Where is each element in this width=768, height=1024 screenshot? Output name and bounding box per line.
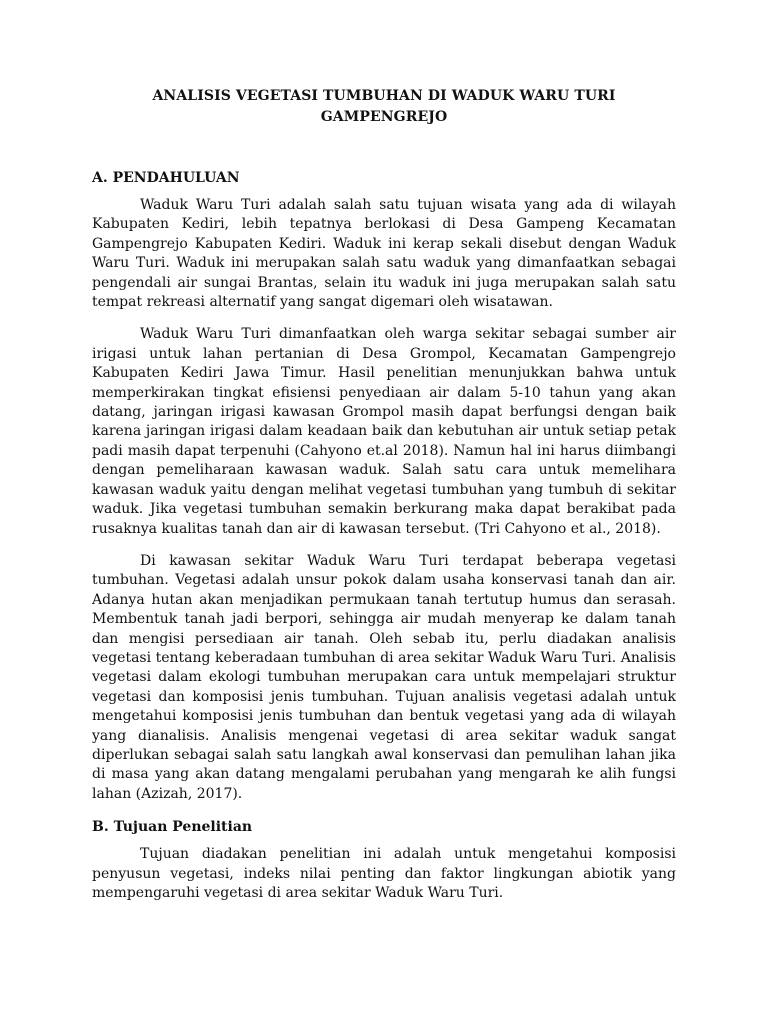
title-line-1: ANALISIS VEGETASI TUMBUHAN DI WADUK WARU TURI xyxy=(152,88,616,104)
section-a-paragraph-3: Di kawasan sekitar Waduk Waru Turi terdapat beberapa vegetasi tumbuhan. Vegetasi adalah unsur pokok dalam usaha konservasi tanah dan air. Adanya hutan akan menjadikan permukaan tanah tertutup humus dan serasah. Membentuk tanah jadi berpori, sehingga air mudah menyerap ke dalam tanah dan mengisi persediaan air tanah. Oleh sebab itu, perlu diadakan analisis vegetasi tentang keberadaan tumbuhan di area sekitar Waduk Waru Turi. Analisis vegetasi dalam ekologi tumbuhan merupakan cara untuk mempelajari struktur vegetasi dan komposisi jenis tumbuhan. Tujuan analisis vegetasi adalah untuk mengetahui komposisi jenis tumbuhan dan bentuk vegetasi yang ada di wilayah yang dianalisis. Analisis mengenai vegetasi di area sekitar waduk sangat diperlukan sebagai salah satu langkah awal konservasi dan pemulihan lahan jika di masa yang akan datang mengalami perubahan yang mengarah ke alih fungsi lahan (Azizah, 2017). xyxy=(92,552,676,802)
section-a-paragraph-1: Waduk Waru Turi adalah salah satu tujuan wisata yang ada di wilayah Kabupaten Kediri, lebih tepatnya berlokasi di Desa Gampeng Kecamatan Gampengrejo Kabupaten Kediri. Waduk ini kerap sekali disebut dengan Waduk Waru Turi. Waduk ini merupakan salah satu waduk yang dimanfaatkan sebagai pengendali air sungai Brantas, selain itu waduk ini juga merupakan salah satu tempat rekreasi alternatif yang sangat digemari oleh wisatawan. xyxy=(92,197,676,311)
title-line-2: GAMPENGREJO xyxy=(320,109,448,125)
section-a-heading: A. PENDAHULUAN xyxy=(92,170,240,186)
section-b-heading: B. Tujuan Penelitian xyxy=(92,819,253,836)
document-title xyxy=(92,86,676,128)
section-b-paragraph-1: Tujuan diadakan penelitian ini adalah untuk mengetahui komposisi penyusun vegetasi, indeks nilai penting dan faktor lingkungan abiotik yang mempengaruhi vegetasi di area sekitar Waduk Waru Turi. xyxy=(92,846,676,901)
section-a-paragraph-2: Waduk Waru Turi dimanfaatkan oleh warga sekitar sebagai sumber air irigasi untuk lahan pertanian di Desa Grompol, Kecamatan Gampengrejo Kabupaten Kediri Jawa Timur. Hasil penelitian menunjukkan bahwa untuk memperkirakan tingkat efisiensi penyediaan air dalam 5-10 tahun yang akan datang, jaringan irigasi kawasan Grompol masih dapat berfungsi dengan baik karena jaringan irigasi dalam keadaan baik dan kebutuhan air untuk setiap petak padi masih dapat terpenuhi (Cahyono et.al 2018). Namun hal ini harus diimbangi dengan pemeliharaan kawasan waduk. Salah satu cara untuk memelihara kawasan waduk yaitu dengan melihat vegetasi tumbuhan yang tumbuh di sekitar waduk. Jika vegetasi tumbuhan semakin berkurang maka dapat berakibat pada rusaknya kualitas tanah dan air di kawasan tersebut. (Tri Cahyono et al., 2018). xyxy=(92,326,676,537)
